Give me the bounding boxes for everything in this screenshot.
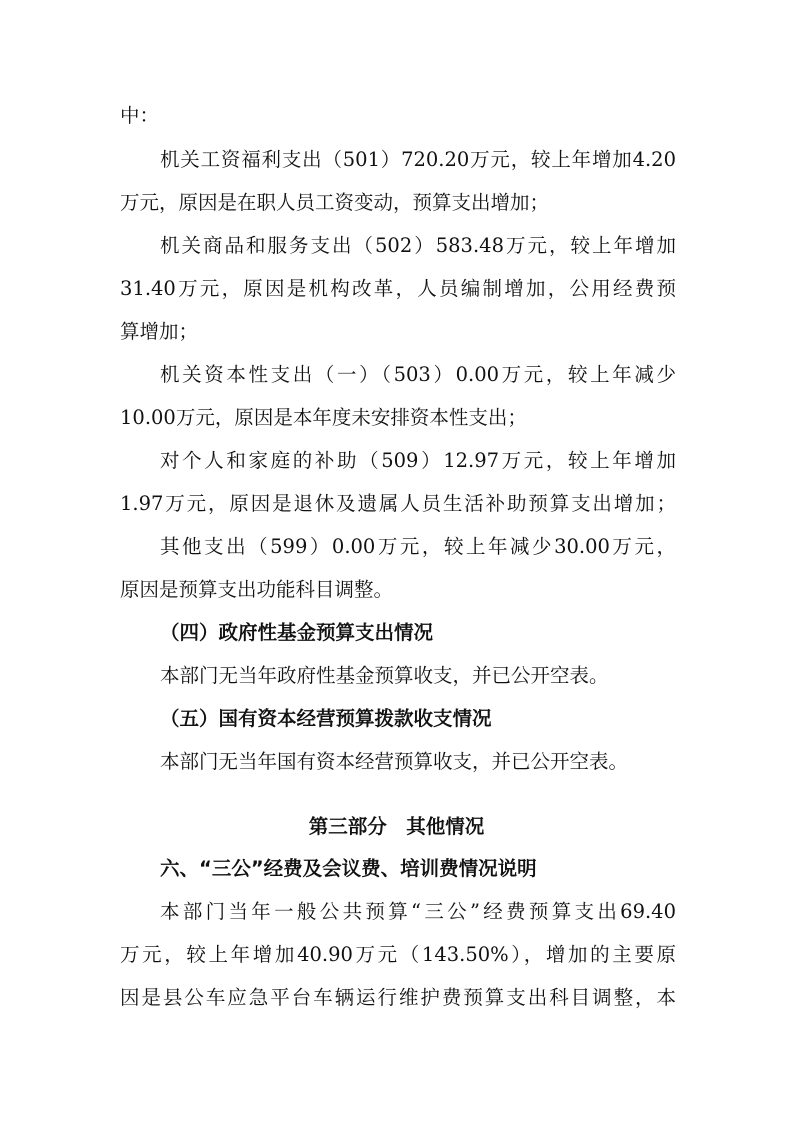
paragraph-line: 31.40万元，原因是机构改革，人员编制增加，公用经费预 xyxy=(120,277,676,300)
paragraph-line: 中： xyxy=(120,104,160,127)
paragraph-line: 1.97万元，原因是退休及遗属人员生活补助预算支出增加； xyxy=(120,492,676,515)
part-title: 第三部分 其他情况 xyxy=(308,815,485,838)
paragraph-line: 万元，原因是在职人员工资变动，预算支出增加； xyxy=(120,191,550,214)
paragraph-line: 对个人和家庭的补助（509）12.97万元，较上年增加 xyxy=(160,449,676,472)
paragraph-line: 原因是预算支出功能科目调整。 xyxy=(120,578,394,601)
section-heading-6: 六、“三公”经费及会议费、培训费情况说明 xyxy=(160,857,537,880)
paragraph-line: 本部门当年一般公共预算“三公”经费预算支出69.40 xyxy=(160,900,676,923)
section-heading-4: （四）政府性基金预算支出情况 xyxy=(160,621,434,644)
paragraph-line: 本部门无当年国有资本经营预算收支，并已公开空表。 xyxy=(160,750,629,773)
paragraph-line: 机关工资福利支出（501）720.20万元，较上年增加4.20 xyxy=(160,148,676,171)
paragraph-line: 机关资本性支出（一）（503）0.00万元，较上年减少 xyxy=(160,363,676,386)
paragraph-line: 机关商品和服务支出（502）583.48万元，较上年增加 xyxy=(160,234,676,257)
paragraph-line: 因是县公车应急平台车辆运行维护费预算支出科目调整，本 xyxy=(120,986,676,1009)
paragraph-line: 本部门无当年政府性基金预算收支，并已公开空表。 xyxy=(160,664,609,687)
section-heading-5: （五）国有资本经营预算拨款收支情况 xyxy=(160,707,492,730)
paragraph-line: 10.00万元，原因是本年度未安排资本性支出； xyxy=(120,406,527,429)
paragraph-line: 算增加； xyxy=(120,320,199,343)
paragraph-line: 其他支出（599）0.00万元，较上年减少30.00万元， xyxy=(160,535,676,558)
paragraph-line: 万元，较上年增加40.90万元（143.50%），增加的主要原 xyxy=(120,943,676,966)
